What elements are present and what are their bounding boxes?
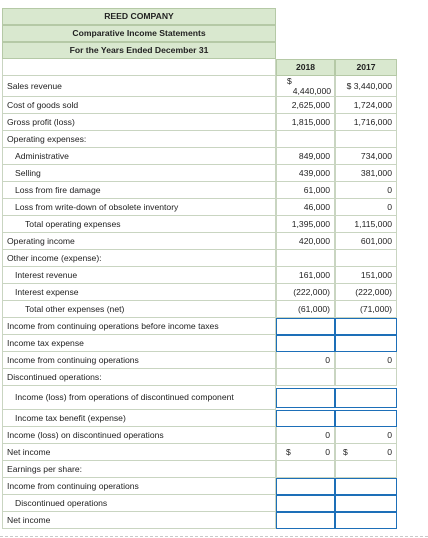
statement-period: For the Years Ended December 31 [2,42,276,59]
row-label-fire-damage: Loss from fire damage [2,182,276,199]
row-label-operating-income: Operating income [2,233,276,250]
cell-2018-net-income [276,444,335,461]
cell-2017-other-income [335,250,397,267]
row-label-gross-profit: Gross profit (loss) [2,114,276,131]
cell-2017-total-other-expenses: (71,000) [335,301,397,318]
row-label-interest-expense: Interest expense [2,284,276,301]
cell-2018-sales-revenue [276,76,335,97]
value: 0 [325,446,330,457]
row-label-cogs: Cost of goods sold [2,97,276,114]
value: 4,440,000 [292,86,331,96]
cell-2018-inventory-writedown: 46,000 [276,199,335,216]
header-label-spacer [2,59,276,76]
cell-2017-operating-income: 601,000 [335,233,397,250]
bottom-dashed-divider [0,536,428,537]
cell-2018-interest-revenue: 161,000 [276,267,335,284]
row-label-administrative: Administrative [2,148,276,165]
row-label-other-income: Other income (expense): [2,250,276,267]
input-2017-eps-discontinued-ops[interactable] [335,495,397,512]
cell-2018-operating-expenses [276,131,335,148]
row-label-income-tax-expense: Income tax expense [2,335,276,352]
row-label-income-before-taxes: Income from continuing operations before income taxes [2,318,276,335]
company-name: REED COMPANY [2,8,276,25]
row-label-interest-revenue: Interest revenue [2,267,276,284]
cell-2018-cogs: 2,625,000 [276,97,335,114]
cell-2018-earnings-per-share [276,461,335,478]
value: 0 [387,446,392,457]
row-label-earnings-per-share: Earnings per share: [2,461,276,478]
cell-2017-net-income [335,444,397,461]
row-label-total-other-expenses: Total other expenses (net) [2,301,276,318]
cell-2017-inventory-writedown: 0 [335,199,397,216]
input-2017-income-before-taxes[interactable] [335,318,397,335]
row-label-discontinued-component: Income (loss) from operations of discontinued component [2,386,276,410]
cell-2017-fire-damage: 0 [335,182,397,199]
cell-2018-discontinued-operations [276,369,335,386]
input-2018-eps-net-income[interactable] [276,512,335,529]
cell-2018-total-other-expenses: (61,000) [276,301,335,318]
input-2017-eps-net-income[interactable] [335,512,397,529]
cell-2018-operating-income: 420,000 [276,233,335,250]
cell-2017-income-continuing-ops: 0 [335,352,397,369]
cell-2017-selling: 381,000 [335,165,397,182]
cell-2017-earnings-per-share [335,461,397,478]
input-2018-eps-discontinued-ops[interactable] [276,495,335,512]
dollar-sign: $ [287,76,292,86]
row-label-inventory-writedown: Loss from write-down of obsolete inventory [2,199,276,216]
cell-2018-gross-profit: 1,815,000 [276,114,335,131]
cell-2018-income-continuing-ops: 0 [276,352,335,369]
cell-2017-sales-revenue: $ 3,440,000 [335,76,397,97]
row-label-eps-net-income: Net income [2,512,276,529]
row-label-total-operating-expenses: Total operating expenses [2,216,276,233]
input-2018-eps-continuing-ops[interactable] [276,478,335,495]
row-label-eps-discontinued-ops: Discontinued operations [2,495,276,512]
cell-2017-interest-revenue: 151,000 [335,267,397,284]
row-label-income-tax-benefit: Income tax benefit (expense) [2,410,276,427]
input-2018-income-tax-expense[interactable] [276,335,335,352]
row-label-sales-revenue: Sales revenue [2,76,276,97]
cell-2018-fire-damage: 61,000 [276,182,335,199]
statement-title: Comparative Income Statements [2,25,276,42]
row-label-discontinued-operations: Discontinued operations: [2,369,276,386]
row-label-discontinued-ops-income: Income (loss) on discontinued operations [2,427,276,444]
column-header-2018: 2018 [276,59,335,76]
cell-2017-total-operating-expenses: 1,115,000 [335,216,397,233]
input-2018-income-before-taxes[interactable] [276,318,335,335]
dollar-sign: $ [286,447,291,457]
input-2017-discontinued-component[interactable] [335,388,397,408]
cell-2017-interest-expense: (222,000) [335,284,397,301]
row-label-net-income: Net income [2,444,276,461]
cell-2018-interest-expense: (222,000) [276,284,335,301]
input-2018-income-tax-benefit[interactable] [276,410,335,427]
input-2017-income-tax-benefit[interactable] [335,410,397,427]
cell-2017-cogs: 1,724,000 [335,97,397,114]
dollar-sign: $ [343,447,348,457]
cell-2017-discontinued-ops-income: 0 [335,427,397,444]
cell-2018-discontinued-ops-income: 0 [276,427,335,444]
row-label-eps-continuing-ops: Income from continuing operations [2,478,276,495]
row-label-selling: Selling [2,165,276,182]
cell-2018-selling: 439,000 [276,165,335,182]
cell-2018-other-income [276,250,335,267]
row-label-income-continuing-ops: Income from continuing operations [2,352,276,369]
cell-2017-operating-expenses [335,131,397,148]
input-2017-eps-continuing-ops[interactable] [335,478,397,495]
cell-2017-administrative: 734,000 [335,148,397,165]
cell-2018-administrative: 849,000 [276,148,335,165]
row-label-operating-expenses: Operating expenses: [2,131,276,148]
cell-2018-total-operating-expenses: 1,395,000 [276,216,335,233]
cell-2017-discontinued-operations [335,369,397,386]
column-header-2017: 2017 [335,59,397,76]
input-2018-discontinued-component[interactable] [276,388,335,408]
input-2017-income-tax-expense[interactable] [335,335,397,352]
cell-2017-gross-profit: 1,716,000 [335,114,397,131]
